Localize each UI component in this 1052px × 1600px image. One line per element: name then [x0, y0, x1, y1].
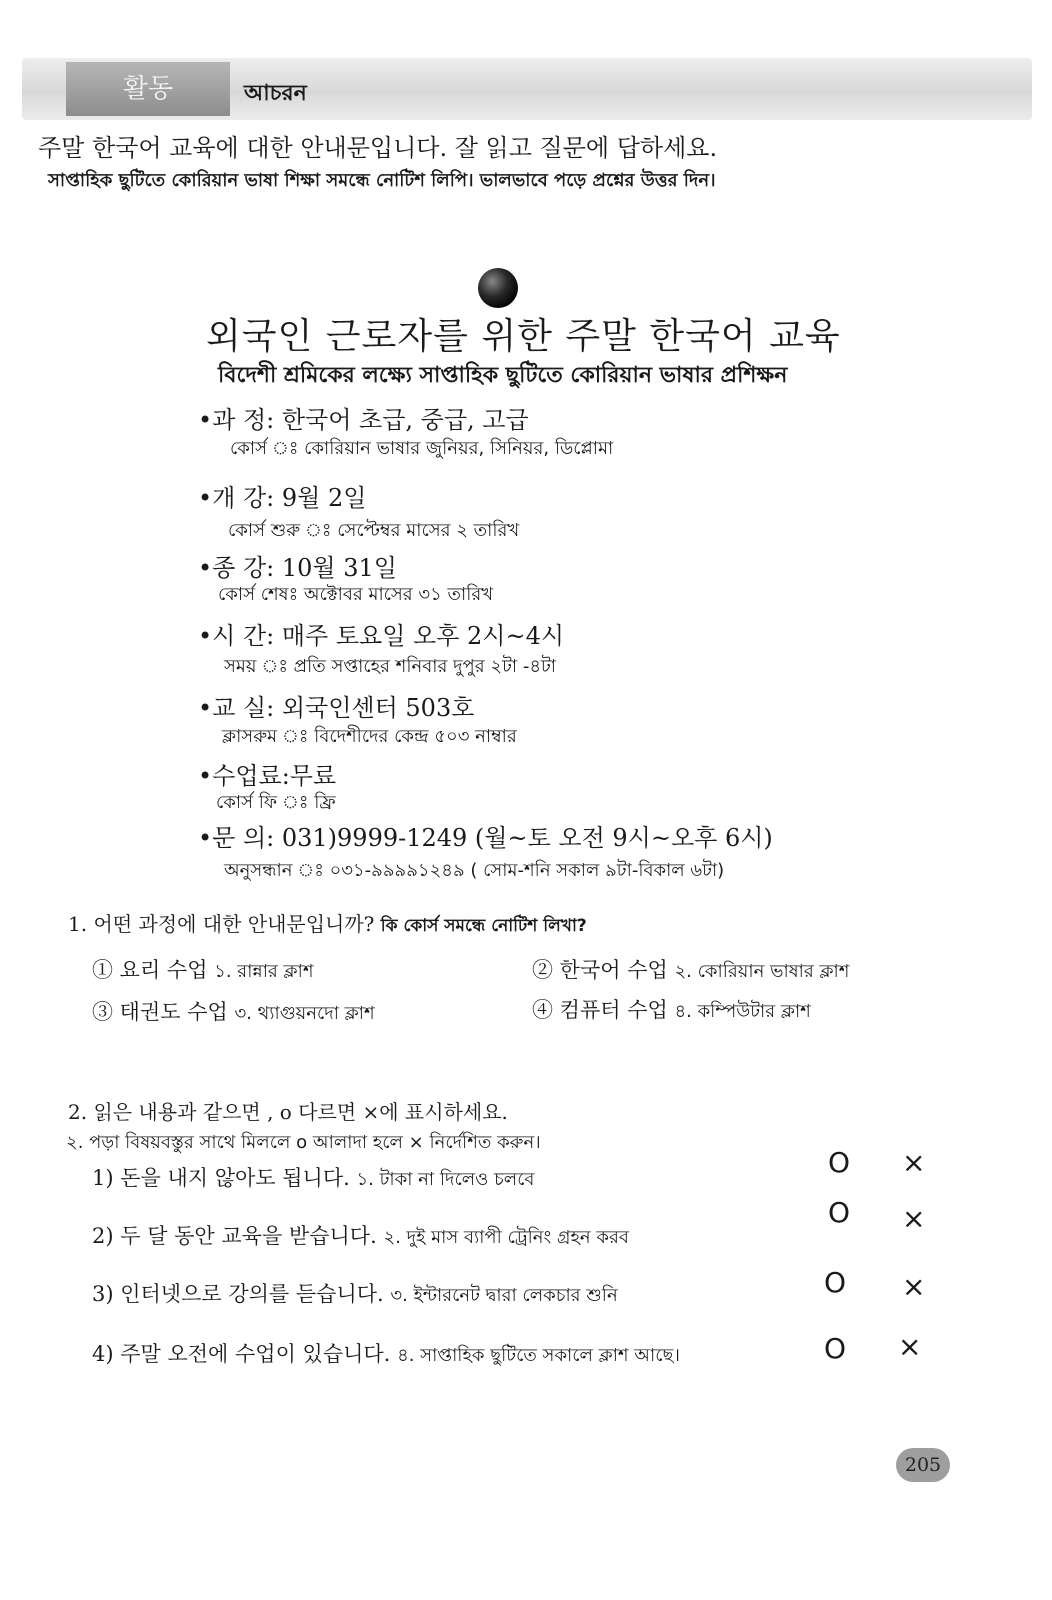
q2-statement-3-x-mark[interactable]: ×: [902, 1270, 926, 1303]
q1-option-4-korean: ④ 컴퓨터 수업: [532, 998, 668, 1022]
q2-statement-4-x-mark[interactable]: ×: [898, 1330, 922, 1363]
q1-option-2[interactable]: [532, 954, 849, 988]
q2-statement-4: [92, 1338, 680, 1372]
question-1-title: [68, 908, 587, 941]
q2-statement-4-bengali: ৪. সাপ্তাহিক ছুটিতে সকালে ক্লাশ আছে।: [397, 1345, 680, 1366]
q2-statement-1-x-mark[interactable]: ×: [902, 1146, 926, 1179]
notice-item-start-bn: কোর্স শুরু ঃ সেপ্টেম্বর মাসের ২ তারিখ: [228, 520, 520, 541]
q2-statement-1-bengali: ১. টাকা না দিলেও চলবে: [356, 1169, 535, 1190]
activity-tab: 활동: [66, 62, 230, 116]
section-subtitle: আচরন: [244, 81, 307, 106]
q1-option-2-bengali: ২. কোরিয়ান ভাষার ক্লাশ: [674, 961, 850, 982]
notice-title: 외국인 근로자를 위한 주말 한국어 교육: [206, 316, 841, 357]
q2-statement-2-korean: 2) 두 달 동안 교육을 받습니다.: [92, 1224, 377, 1248]
q2-statement-4-korean: 4) 주말 오전에 수업이 있습니다.: [92, 1342, 391, 1366]
question-2-title: 2. 읽은 내용과 같으면 , o 다르면 ×에 표시하세요.: [68, 1100, 508, 1124]
intro-korean: 주말 한국어 교육에 대한 안내문입니다. 잘 읽고 질문에 답하세요.: [38, 134, 718, 162]
q2-statement-3: [92, 1278, 618, 1312]
question-1-title-bengali: কি কোর্স সমন্ধে নোটিশ লিখা?: [380, 916, 587, 936]
question-1-title-korean: 1. 어떤 과정에 대한 안내문입니까?: [68, 912, 375, 936]
q1-option-1-bengali: ১. রান্নার ক্লাশ: [214, 961, 314, 982]
q1-option-4-bengali: ৪. কম্পিউটার ক্লাশ: [674, 1001, 811, 1022]
q2-statement-2-bengali: ২. দুই মাস ব্যাপী ট্রেনিং গ্রহন করব: [383, 1227, 629, 1248]
notice-item-time: •시 간: 매주 토요일 오후 2시~4시: [198, 622, 565, 650]
notice-item-course: •과 정: 한국어 초급, 중급, 고급: [198, 406, 529, 434]
q2-statement-1: [92, 1162, 534, 1196]
notice-item-contact: •문 의: 031)9999-1249 (월~토 오전 9시~오후 6시): [198, 824, 773, 852]
page-number: 205: [896, 1448, 950, 1482]
notice-item-contact-bn: অনুসন্ধান ঃ ০৩১-৯৯৯৯১২৪৯ ( সোম-শনি সকাল ৯টা-বিকাল ৬টা): [224, 860, 725, 881]
q2-statement-1-korean: 1) 돈을 내지 않아도 됩니다.: [92, 1166, 350, 1190]
q2-statement-3-o-mark[interactable]: O: [824, 1266, 847, 1299]
q1-option-2-korean: ② 한국어 수업: [532, 958, 668, 982]
question-2-title-bengali: ২. পড়া বিষয়বস্তুর সাথে মিললে o আলাদা হলে × নির্দেশিত করুন।: [66, 1132, 541, 1153]
q1-option-1-korean: ① 요리 수업: [92, 958, 208, 982]
q1-option-3[interactable]: [92, 996, 375, 1030]
q2-statement-2-x-mark[interactable]: ×: [902, 1202, 926, 1235]
notice-item-fee: •수업료:무료: [198, 762, 337, 790]
q2-statement-1-o-mark[interactable]: O: [828, 1146, 851, 1179]
notice-item-room-bn: ক্লাসরুম ঃ বিদেশীদের কেন্দ্র ৫০৩ নাম্বার: [222, 726, 517, 747]
q2-statement-2-o-mark[interactable]: O: [828, 1196, 851, 1229]
q2-statement-2: [92, 1220, 629, 1254]
q2-statement-3-korean: 3) 인터넷으로 강의를 듣습니다.: [92, 1282, 384, 1306]
notice-item-time-bn: সময় ঃ প্রতি সপ্তাহের শনিবার দুপুর ২টা -৪টা: [224, 656, 557, 677]
pushpin-icon: [478, 268, 518, 308]
q2-statement-4-o-mark[interactable]: O: [824, 1332, 847, 1365]
notice-subtitle: বিদেশী শ্রমিকের লক্ষ্যে সাপ্তাহিক ছুটিতে কোরিয়ান ভাষার প্রশিক্ষন: [218, 363, 788, 388]
notice-item-start: •개 강: 9월 2일: [198, 484, 367, 512]
q1-option-3-korean: ③ 태권도 수업: [92, 1000, 228, 1024]
q1-option-4[interactable]: [532, 994, 811, 1028]
q1-option-1[interactable]: [92, 954, 314, 988]
notice-item-room: •교 실: 외국인센터 503호: [198, 694, 475, 722]
notice-item-course-bn: কোর্স ঃ কোরিয়ান ভাষার জুনিয়র, সিনিয়র, ডিপ্লোমা: [230, 438, 614, 459]
q2-statement-3-bengali: ৩. ইন্টারনেট দ্বারা লেকচার শুনি: [390, 1285, 618, 1306]
intro-bengali: সাপ্তাহিক ছুটিতে কোরিয়ান ভাষা শিক্ষা সমন্ধে নোটিশ লিপি। ভালভাবে পড়ে প্রশ্নের উত্তর দিন।: [48, 170, 716, 191]
q1-option-3-bengali: ৩. থ্যাগুয়নদো ক্লাশ: [234, 1003, 375, 1024]
notice-item-end-bn: কোর্স শেষঃ অক্টোবর মাসের ৩১ তারিখ: [218, 584, 494, 605]
notice-item-end: •종 강: 10월 31일: [198, 554, 397, 582]
notice-item-fee-bn: কোর্স ফি ঃ ফ্রি: [216, 792, 336, 813]
